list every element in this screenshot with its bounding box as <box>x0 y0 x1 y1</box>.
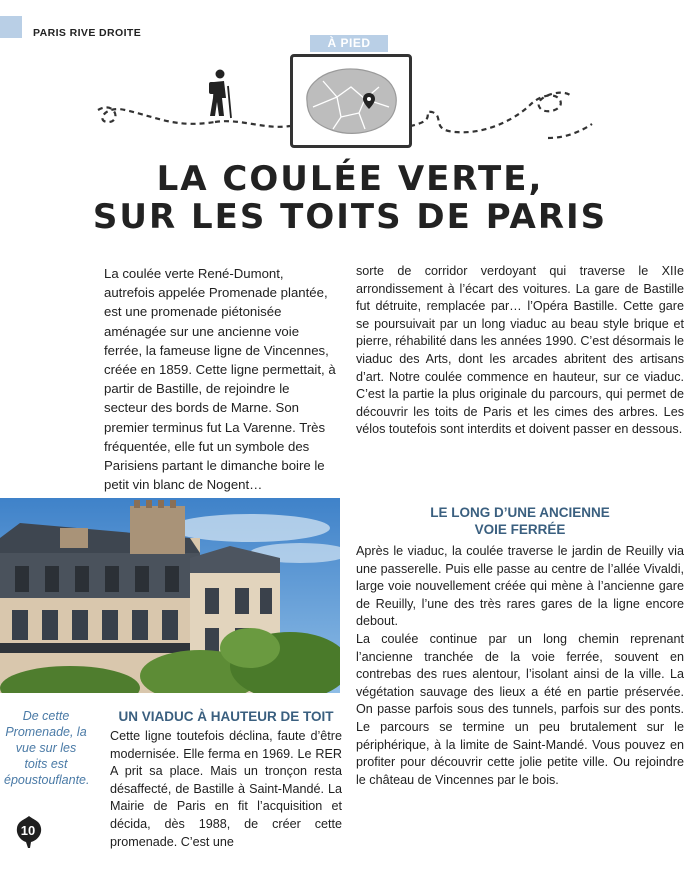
photo-caption: De cette Promenade, la vue sur les toits est époustouflante. <box>4 709 90 787</box>
right-subheading-line-1: LE LONG D’UNE ANCIENNE <box>430 505 610 520</box>
page-number: 10 <box>20 823 36 838</box>
right-column-bottom <box>356 543 684 789</box>
right-paragraph-2: Après le viaduc, la coulée traverse le jardin de Reuilly via une passerelle. Puis elle passe au centre de l’allée Vivaldi, large voie nouvellement créée qui mène à l’ancienne gare de Reuilly, l’une des très rares gares de la ligne encore debout. <box>356 544 684 629</box>
right-subheading-line-2: VOIE FERRÉE <box>474 522 566 537</box>
right-subheading <box>356 504 684 538</box>
left-column-bottom <box>110 728 342 851</box>
page-title-line-1: LA COULÉE VERTE, <box>156 159 544 199</box>
paris-map <box>290 54 412 148</box>
intro-paragraph <box>104 264 336 494</box>
left-paragraph-1: Cette ligne toutefois déclina, faute d’être modernisée. Elle ferma en 1969. Le RER A prit sa place. Mais un tronçon resta désaffecté, de Bastille à Saint-Mandé. La Mairie de Paris en fit l’acquisition et décida, dès 1988, de créer cette promenade. C’est une <box>110 729 342 849</box>
right-column-top <box>356 263 684 439</box>
right-paragraph-1: sorte de corridor verdoyant qui traverse le XIIe arrondissement à l’écart des voitures. La gare de Bastille fut détruite, remplacée par… l’Opéra Bastille. Cette gare se poursuivait par un long viaduc au beau style brique et pierre, réhabilité dans les années 1990. C’est désormais le viaduc des Arts, dont les arcades abritent des artisans d’art. Notre coulée commence en hauteur, sur ce viaduc. C’est la partie la plus originale du parcours, qui permet de découvrir les toits de Paris et les cimes des arbres. Les vélos toutefois sont interdits et doivent passer en dessous. <box>356 264 684 437</box>
corner-tab <box>0 16 22 38</box>
page-number-badge <box>14 814 44 850</box>
mode-badge: À PIED <box>310 35 388 52</box>
intro-text: La coulée verte René-Dumont, autrefois appelée Promenade plantée, est une promenade piétonisée aménagée sur une ancienne voie ferrée, la fameuse ligne de Vincennes, créée en 1859. Cette ligne permettait, à partir de Bastille, de rejoindre le secteur des bords de Marne. Son premier terminus fut La Varenne. Très fréquentée, elle fut un symbole des Parisiens partant le dimanche boire le petit vin blanc de Nogent… <box>104 266 336 493</box>
section-label: PARIS RIVE DROITE <box>33 27 142 39</box>
right-paragraph-3: La coulée continue par un long chemin reprenant l’ancienne tranchée de la voie ferrée, souvent en contrebas des rues alentour, l’isolant ainsi de la ville. La végétation sauvage des lieux a été en partie préservée. On passe parfois sous des tunnels, parfois sur des ponts. Le parcours se termine un peu brutalement sur le périphérique, à la limite de Saint-Mandé. Vous pouvez en profiter pour découvrir cette jolie petite ville. Ou rejoindre le château de Vincennes par le bois. <box>356 631 684 787</box>
hiker-icon <box>209 70 231 119</box>
paris-map-icon <box>293 57 409 145</box>
building-photo <box>0 498 340 693</box>
left-subheading: UN VIADUC À HAUTEUR DE TOIT <box>118 709 334 724</box>
page-title-line-2: SUR LES TOITS DE PARIS <box>92 197 608 237</box>
